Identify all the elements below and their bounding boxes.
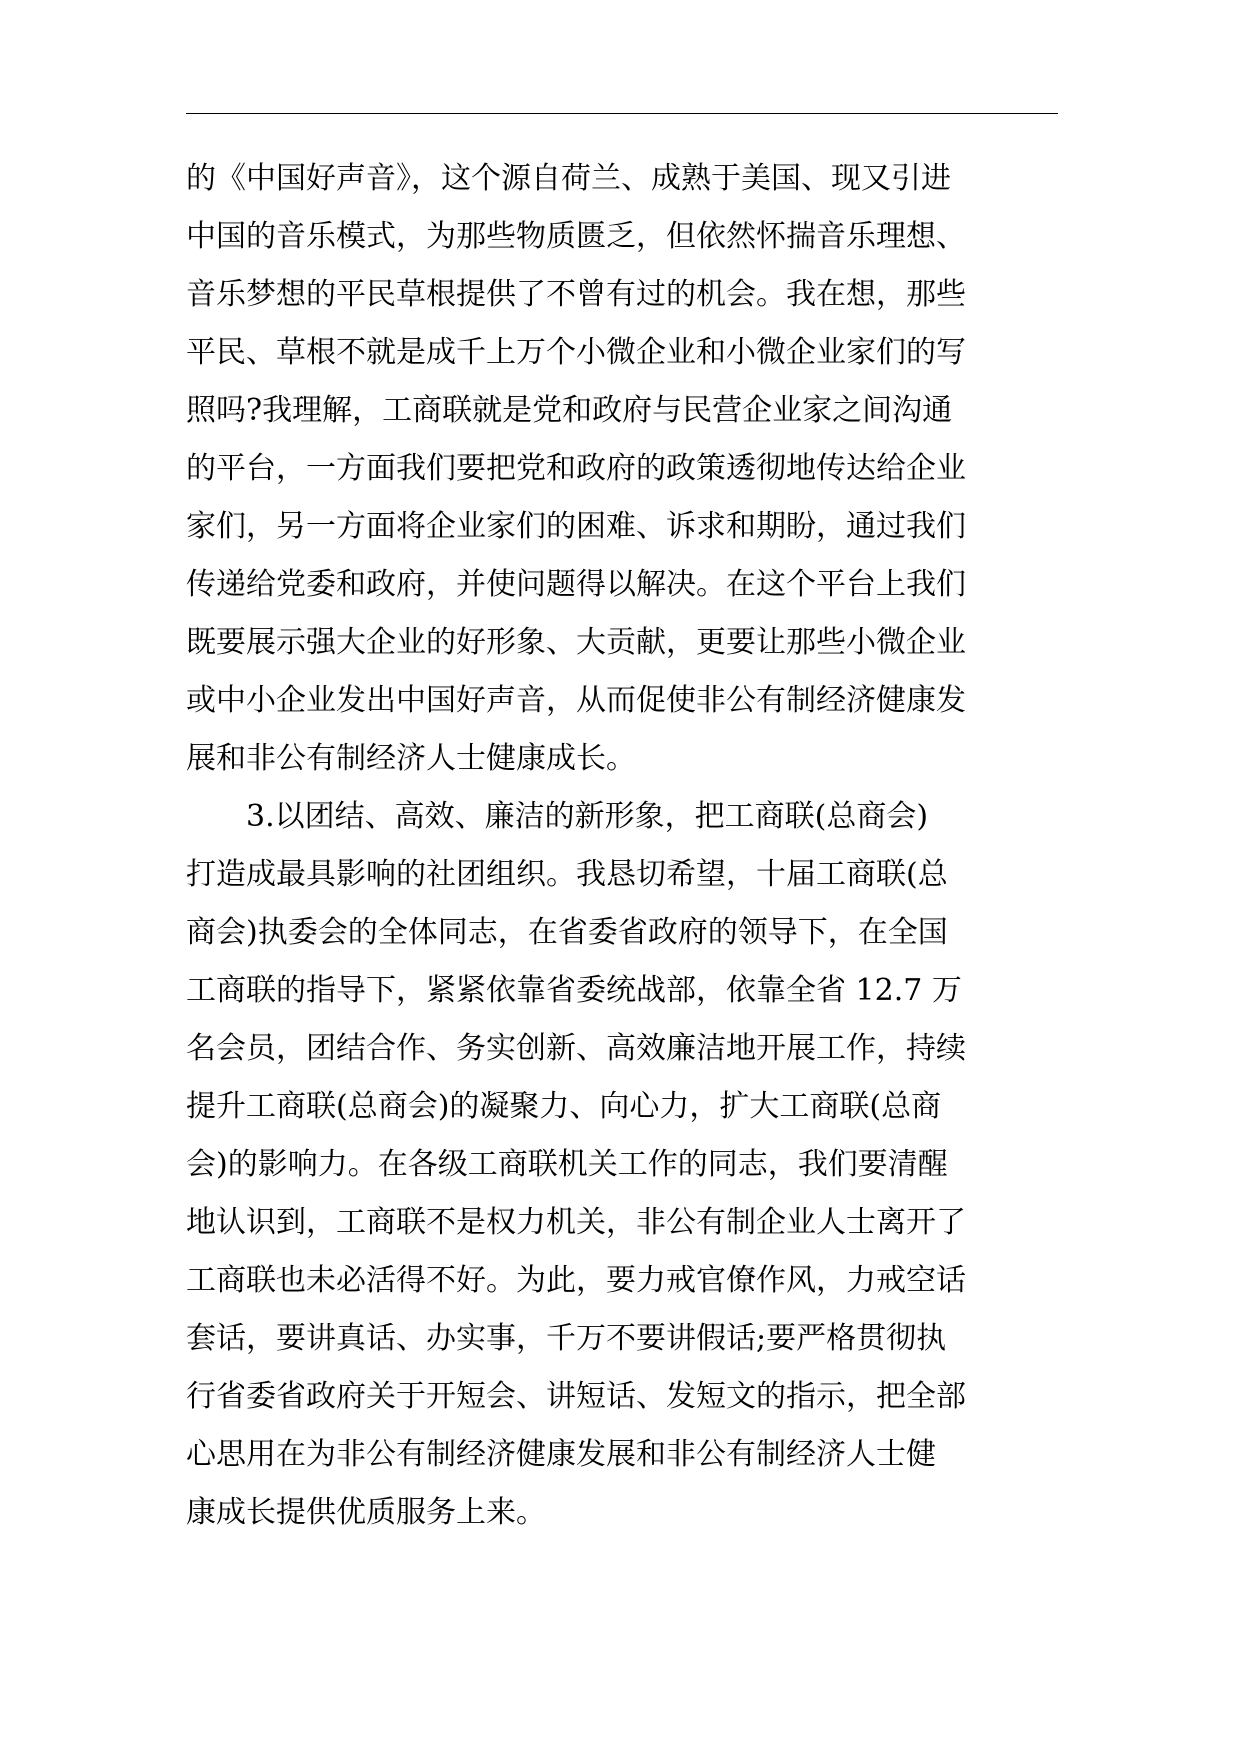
text-line: 平民、草根不就是成千上万个小微企业和小微企业家们的写 <box>186 335 966 370</box>
paragraph-heading: 3.以团结、高效、廉洁的新形象，把工商联(总商会) <box>246 799 929 834</box>
text-line: 既要展示强大企业的好形象、大贡献，更要让那些小微企业 <box>186 625 966 660</box>
text-line: 展和非公有制经济人士健康成长。 <box>186 741 636 776</box>
text-line: 或中小企业发出中国好声音，从而促使非公有制经济健康发 <box>186 683 966 718</box>
text-line: 康成长提供优质服务上来。 <box>186 1495 546 1530</box>
text-line: 照吗?我理解，工商联就是党和政府与民营企业家之间沟通 <box>186 393 953 428</box>
text-line: 音乐梦想的平民草根提供了不曾有过的机会。我在想，那些 <box>186 277 966 312</box>
text-line: 心思用在为非公有制经济健康发展和非公有制经济人士健 <box>186 1437 936 1472</box>
text-line: 传递给党委和政府，并使问题得以解决。在这个平台上我们 <box>186 567 966 602</box>
text-line: 家们，另一方面将企业家们的困难、诉求和期盼，通过我们 <box>186 509 966 544</box>
text-line: 会)的影响力。在各级工商联机关工作的同志，我们要清醒 <box>186 1147 948 1182</box>
text-line: 工商联也未必活得不好。为此，要力戒官僚作风，力戒空话 <box>186 1263 966 1298</box>
text-line: 商会)执委会的全体同志，在省委省政府的领导下，在全国 <box>186 915 948 950</box>
header-divider <box>186 113 1058 114</box>
text-line: 地认识到，工商联不是权力机关，非公有制企业人士离开了 <box>186 1205 966 1240</box>
text-line: 提升工商联(总商会)的凝聚力、向心力，扩大工商联(总商 <box>186 1089 942 1124</box>
body-text <box>186 150 1058 1542</box>
text-line: 的平台，一方面我们要把党和政府的政策透彻地传达给企业 <box>186 451 966 486</box>
text-line: 套话，要讲真话、办实事，千万不要讲假话;要严格贯彻执 <box>186 1321 947 1356</box>
text-line: 中国的音乐模式，为那些物质匮乏，但依然怀揣音乐理想、 <box>186 219 966 254</box>
text-line: 工商联的指导下，紧紧依靠省委统战部，依靠全省 12.7 万 <box>186 973 962 1008</box>
text-line: 名会员，团结合作、务实创新、高效廉洁地开展工作，持续 <box>186 1031 966 1066</box>
text-line: 的《中国好声音》，这个源自荷兰、成熟于美国、现又引进 <box>186 161 951 196</box>
text-line: 行省委省政府关于开短会、讲短话、发短文的指示，把全部 <box>186 1379 966 1414</box>
text-line: 打造成最具影响的社团组织。我恳切希望，十届工商联(总 <box>186 857 948 892</box>
